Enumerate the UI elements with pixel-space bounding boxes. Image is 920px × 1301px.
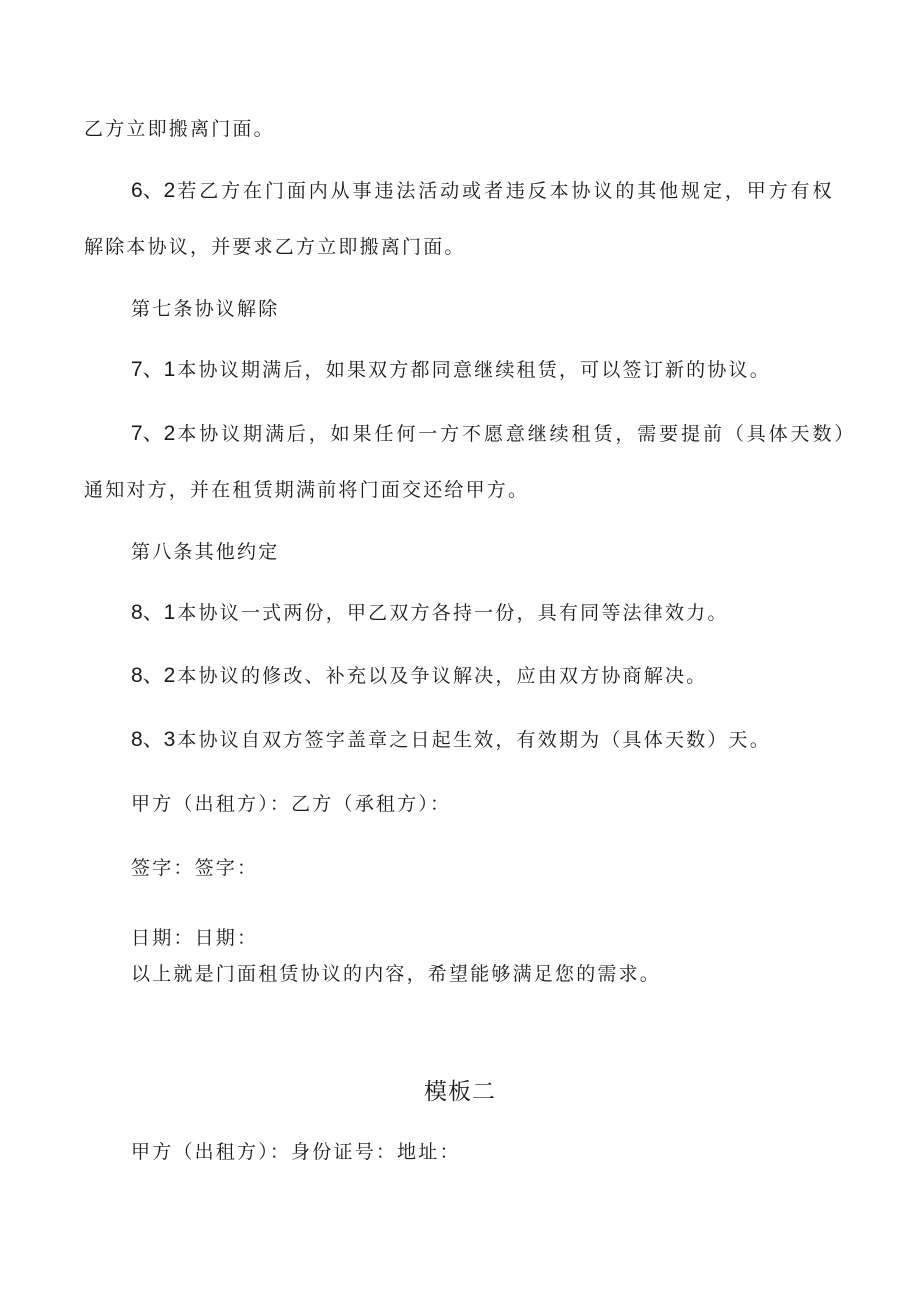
- clause-8-2-line: [131, 664, 707, 688]
- section-title: 模板二: [424, 1079, 496, 1105]
- line-text: 解除本协议，并要求乙方立即搬离门面。: [84, 236, 466, 258]
- line-text: 第八条其他约定: [131, 541, 280, 563]
- clause-6-2-line-2: [84, 235, 466, 259]
- line-text: 通知对方，并在租赁期满前将门面交还给甲方。: [84, 479, 530, 501]
- party-line: [131, 792, 451, 816]
- date-line: [131, 926, 258, 950]
- line-text: 本协议一式两份，甲乙双方各持一份，具有同等法律效力。: [177, 602, 729, 624]
- signature-line: [131, 856, 258, 880]
- clause-6-2-line-1: [131, 179, 834, 203]
- clause-7-2-line-1: [131, 422, 856, 446]
- clause-number: 7、2: [131, 422, 176, 445]
- line-text: 第七条协议解除: [131, 298, 280, 320]
- clause-number: 6、2: [131, 179, 176, 202]
- clause-number: 8、3: [131, 728, 176, 751]
- clause-7-2-line-2: [84, 478, 529, 502]
- line-text: 以上就是门面租赁协议的内容，希望能够满足您的需求。: [131, 963, 662, 985]
- clause-number: 8、1: [131, 601, 176, 624]
- line-text: 本协议的修改、补充以及争议解决，应由双方协商解决。: [177, 665, 708, 687]
- line-text: 甲方（出租方）：乙方（承租方）：: [131, 793, 452, 815]
- clause-7-1-line: [131, 358, 771, 382]
- line-text: 本协议自双方签字盖章之日起生效，有效期为（具体天数）天。: [177, 729, 771, 751]
- paragraph-line: [84, 117, 275, 141]
- line-text: 甲方（出租方）：身份证号：地址：: [131, 1141, 461, 1163]
- line-text: 若乙方在门面内从事违法活动或者违反本协议的其他规定，甲方有权: [177, 180, 835, 202]
- clause-number: 7、1: [131, 358, 176, 381]
- line-text: 本协议期满后，如果双方都同意继续租赁，可以签订新的协议。: [177, 359, 771, 381]
- line-text: 本协议期满后，如果任何一方不愿意继续租赁，需要提前（具体天数）: [177, 423, 857, 445]
- clause-8-1-line: [131, 601, 729, 625]
- clause-8-3-line: [131, 728, 771, 752]
- line-text: 乙方立即搬离门面。: [84, 118, 275, 140]
- closing-line: [131, 962, 661, 986]
- article-7-heading: [131, 297, 279, 321]
- template-two-party-line: [131, 1140, 461, 1164]
- line-text: 签字：签字：: [131, 857, 259, 879]
- clause-number: 8、2: [131, 664, 176, 687]
- article-8-heading: [131, 540, 279, 564]
- line-text: 日期：日期：: [131, 927, 259, 949]
